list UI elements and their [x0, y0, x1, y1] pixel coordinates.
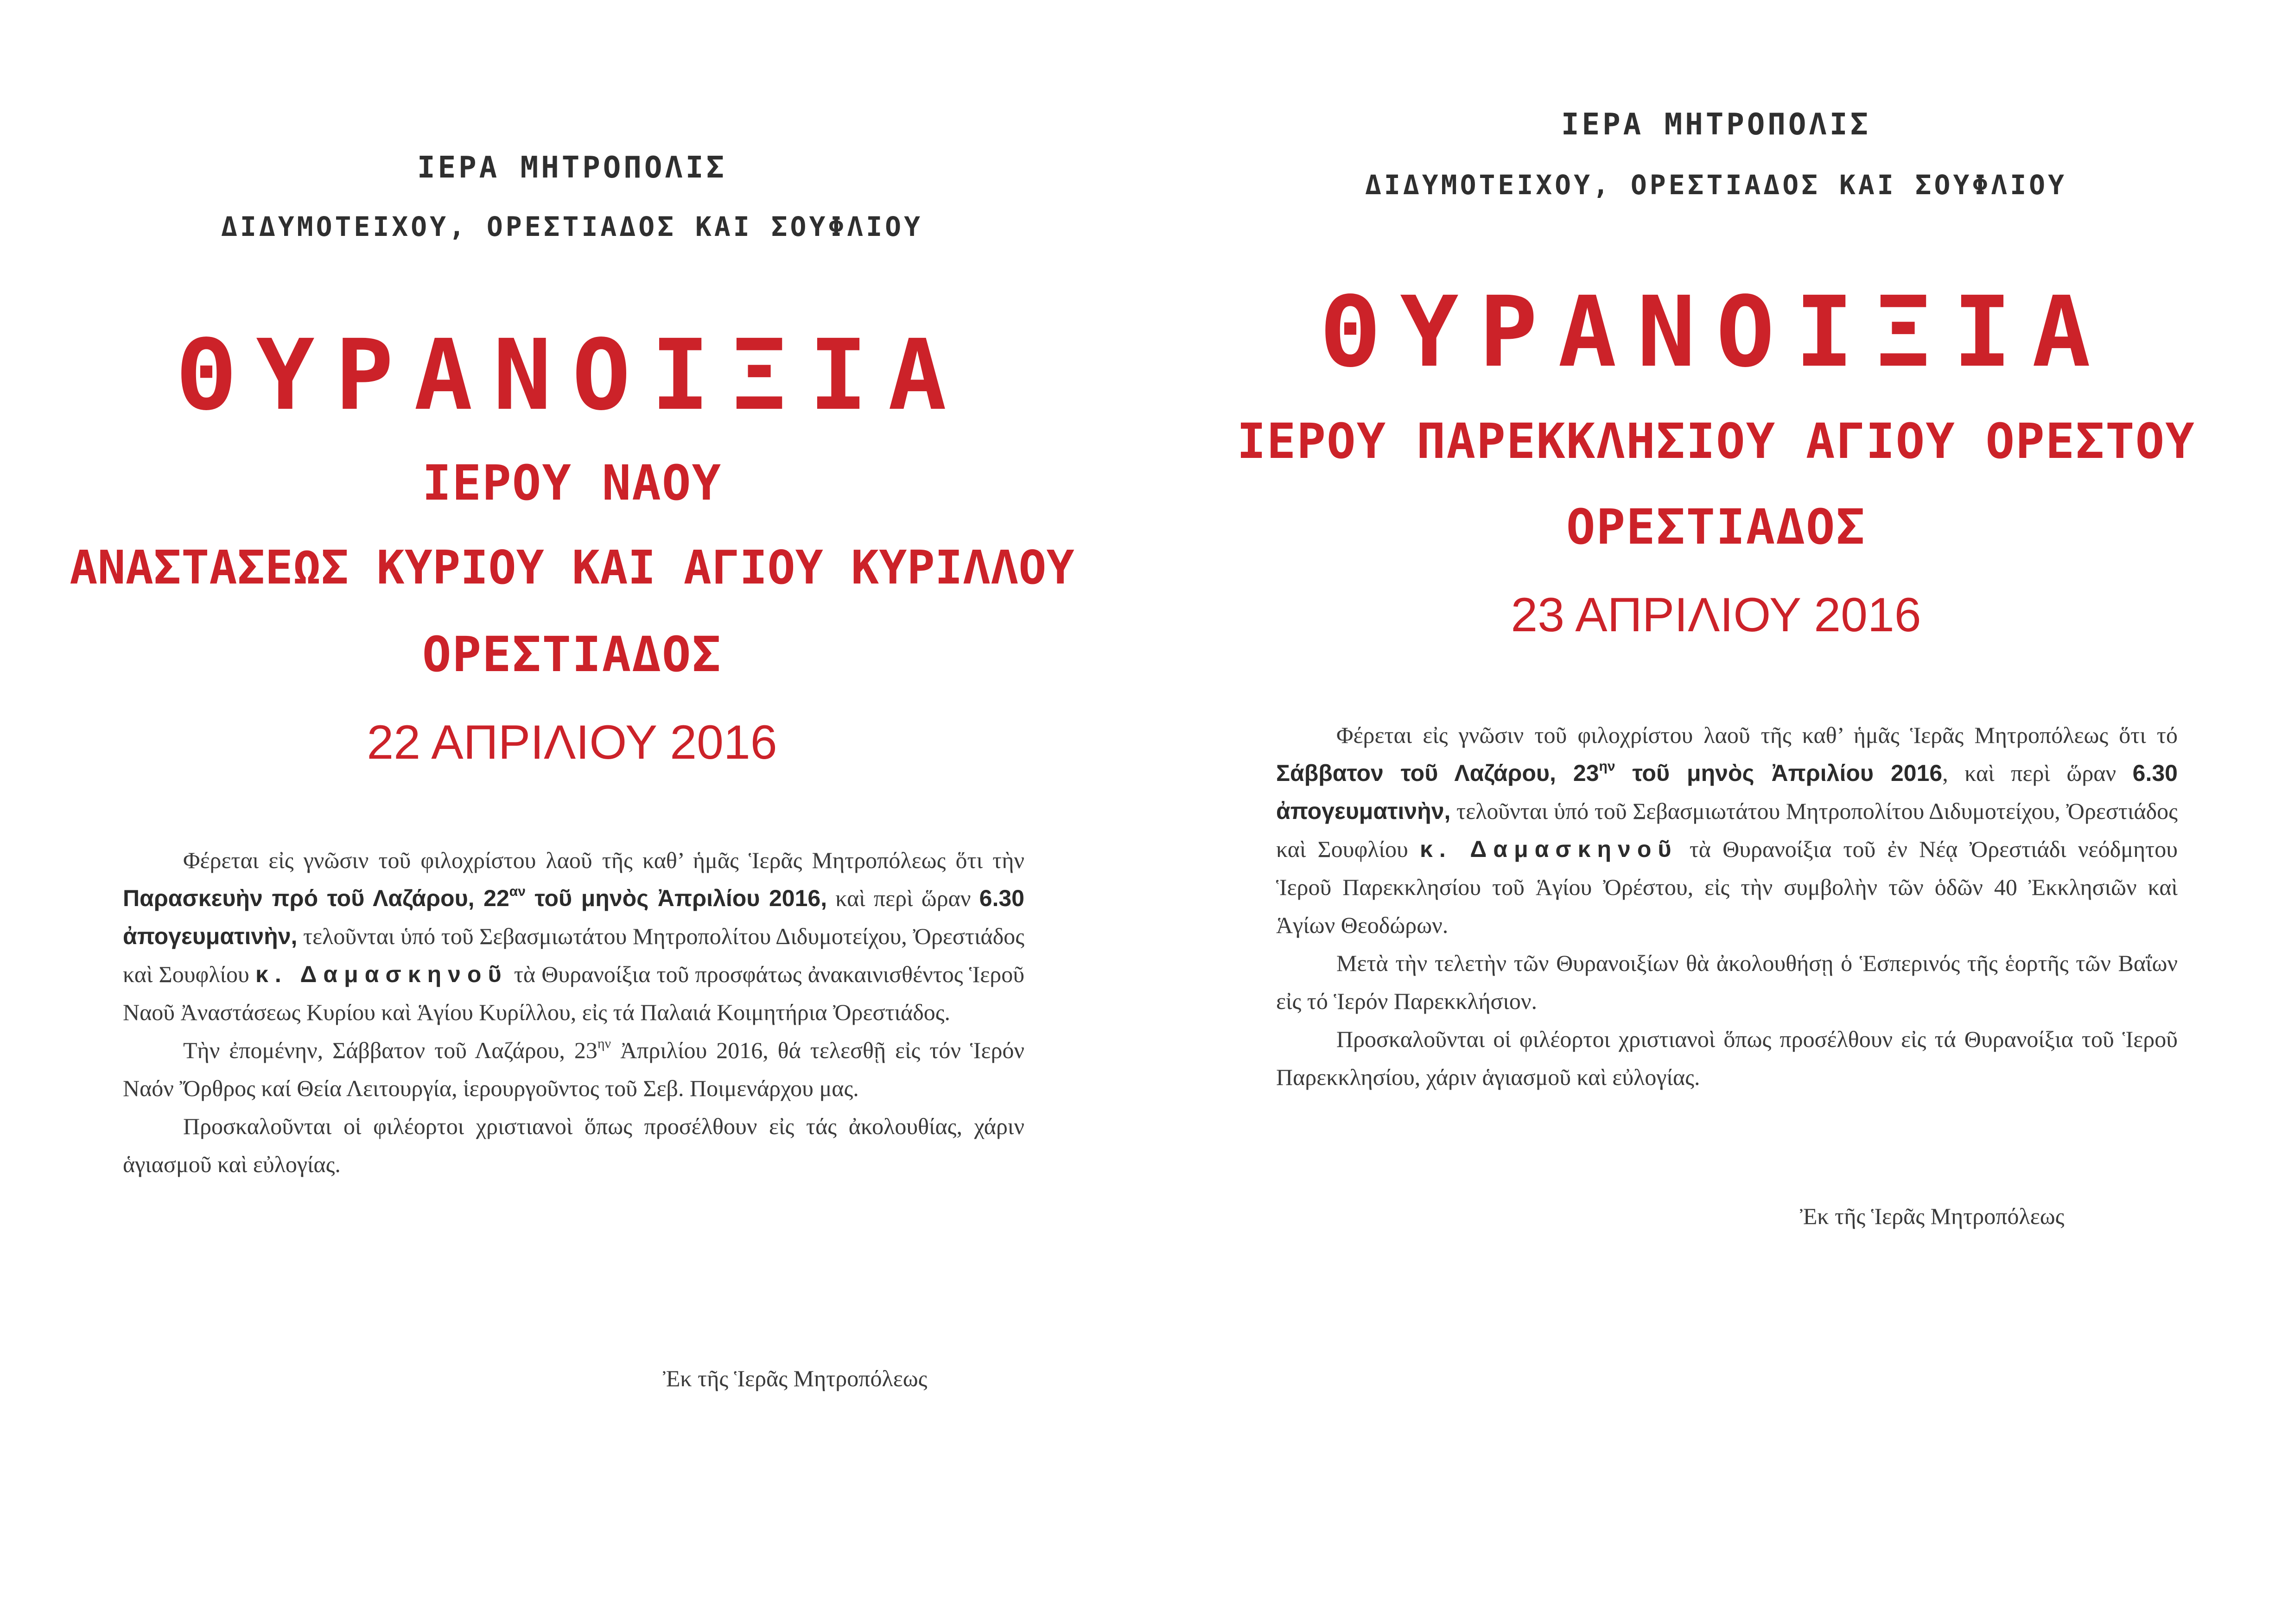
right-paragraph-1: Φέρεται εἰς γνῶσιν τοῦ φιλοχρίστου λαοῦ τῆς καθ’ ἡμᾶς Ἱερᾶς Μητροπόλεως ὅτι τό Σάββατον τοῦ Λαζάρου, $23^{\eta\nu}$ τοῦ μηνὸς Ἀπριλίου 2016, καὶ περὶ ὥραν 6.30 ἀπογευματινὴν, τελοῦνται ὑπό τοῦ Σεβασμιωτάτου Μητροπολίτου Διδυμοτείχου, Ὀρεστιάδος καὶ Σουφλίου κ. Δαμασκηνοῦ τὰ Θυρανοίξια τοῦ ἐν Νέᾳ Ὀρεστιάδι νεόδμητου Ἱεροῦ Παρεκκλησίου τοῦ Ἁγίου Ὀρέστου, εἰς τὴν συμβολὴν τῶν ὁδῶν 40 Ἐκκλησιῶν καὶ Ἁγίων Θεοδώρων.: [1276, 722, 2178, 938]
left-date: 22 ΑΠΡΙΛΙΟΥ 2016: [367, 716, 777, 769]
left-body: [123, 841, 1024, 1183]
left-header-line2: ΔΙΔΥΜΟΤΕΙΧΟΥ, ΟΡΕΣΤΙΑΔΟΣ ΚΑΙ ΣΟΥΦΛΙΟΥ: [221, 211, 923, 242]
right-header-line1: ΙΕΡΑ ΜΗΤΡΟΠΟΛΙΣ: [1561, 108, 1871, 142]
right-paragraph-3: Προσκαλοῦνται οἱ φιλέορτοι χριστιανοὶ ὅπως προσέλθουν εἰς τά Θυρανοίξια τοῦ Ἱεροῦ Παρεκκλησίου, χάριν ἁγιασμοῦ καὶ εὐλογίας.: [1276, 1026, 2178, 1090]
right-paragraph-2: Μετὰ τὴν τελετὴν τῶν Θυρανοιξίων θὰ ἀκολουθήσῃ ὁ Ἑσπερινός τῆς ἑορτῆς τῶν Βαΐων εἰς τό Ἱερόν Παρεκκλήσιον.: [1276, 950, 2178, 1014]
left-signature: Ἐκ τῆς Ἱερᾶς Μητροπόλεως: [663, 1365, 928, 1391]
left-paragraph-1: Φέρεται εἰς γνῶσιν τοῦ φιλοχρίστου λαοῦ τῆς καθ’ ἡμᾶς Ἱερᾶς Μητροπόλεως ὅτι τὴν Παρασκευὴν πρό τοῦ Λαζάρου, $22^{\alpha\nu}$ τοῦ μηνὸς Ἀπριλίου 2016, καὶ περὶ ὥραν 6.30 ἀπογευματινὴν, τελοῦνται ὑπό τοῦ Σεβασμιωτάτου Μητροπολίτου Διδυμοτείχου, Ὀρεστιάδος καὶ Σουφλίου κ. Δαμασκηνοῦ τὰ Θυρανοίξια τοῦ προσφάτως ἀνακαινισθέντος Ἱεροῦ Ναοῦ Ἀναστάσεως Κυρίου καὶ Ἁγίου Κυρίλλου, εἰς τά Παλαιά Κοιμητήρια Ὀρεστιάδος.: [123, 847, 1025, 1025]
right-title: ΘΥΡΑΝΟΙΞΙΑ: [1321, 275, 2111, 389]
left-paragraph-2: Τὴν ἐπομένην, Σάββατον τοῦ Λαζάρου, $23^{\eta\nu}$ Ἀπριλίου 2016, θά τελεσθῇ εἰς τόν Ἱερόν Ναόν Ὄρθρος καί Θεία Λειτουργία, ἱερουργοῦντος τοῦ Σεβ. Ποιμενάρχου μας.: [123, 1036, 1024, 1101]
right-subtitle-line2: ΟΡΕΣΤΙΑΔΟΣ: [1566, 499, 1866, 555]
left-title: ΘΥΡΑΝΟΙΞΙΑ: [177, 318, 967, 432]
left-subtitle-line3: ΟΡΕΣΤΙΑΔΟΣ: [422, 626, 722, 683]
right-signature: Ἐκ τῆς Ἱερᾶς Μητροπόλεως: [1800, 1203, 2065, 1229]
right-date: 23 ΑΠΡΙΛΙΟΥ 2016: [1511, 588, 1921, 642]
left-header-line1: ΙΕΡΑ ΜΗΤΡΟΠΟΛΙΣ: [417, 151, 727, 185]
right-subtitle-line1: ΙΕΡΟΥ ΠΑΡΕΚΚΛΗΣΙΟΥ ΑΓΙΟΥ ΟΡΕΣΤΟΥ: [1237, 413, 2195, 469]
right-header-line2: ΔΙΔΥΜΟΤΕΙΧΟΥ, ΟΡΕΣΤΙΑΔΟΣ ΚΑΙ ΣΟΥΦΛΙΟΥ: [1365, 169, 2067, 201]
left-subtitle-line2: ΑΝΑΣΤΑΣΕΩΣ ΚΥΡΙΟΥ ΚΑΙ ΑΓΙΟΥ ΚΥΡΙΛΛΟΥ: [70, 540, 1074, 595]
right-page: [1144, 0, 2288, 1624]
left-subtitle-line1: ΙΕΡΟΥ ΝΑΟΥ: [422, 455, 722, 511]
left-paragraph-3: Προσκαλοῦνται οἱ φιλέορτοι χριστιανοὶ ὅπως προσέλθουν εἰς τάς ἀκολουθίας, χάριν ἁγιασμοῦ καὶ εὐλογίας.: [123, 1113, 1024, 1177]
right-body: [1276, 716, 2178, 1096]
